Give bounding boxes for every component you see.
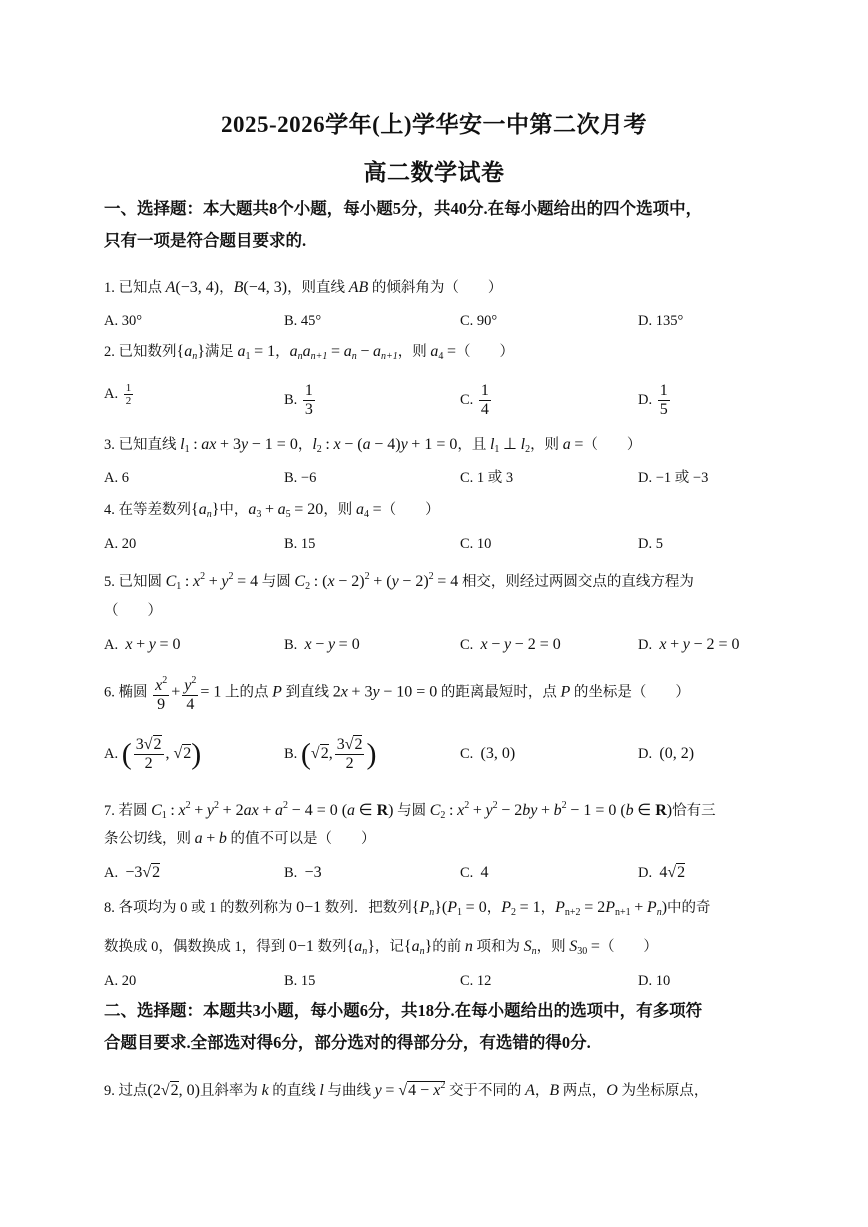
option-d: D. 4√2 [638, 864, 686, 881]
option-b: B. x − y = 0 [284, 636, 360, 653]
option-c: C. 4 [460, 864, 489, 881]
question-2: 2. 已知数列$\{a_n\}$满足 $a_1 = 1$，$a_na_{n+1} = a_n - a_{n+1}$，则 $a_4$ =（ ） [104, 343, 514, 362]
option-b: B. $\frac{1}{3}$ [284, 382, 313, 418]
question-2-options [104, 382, 774, 422]
question-7-cont: 条公切线，则 a + b 的值不可以是（ ） [104, 830, 376, 847]
section-1-line-1: 一、选择题：本大题共8个小题，每小题5分，共40分.在每小题给出的四个选项中， [104, 199, 703, 218]
section-2-line-1: 二、选择题：本题共3小题，每小题6分，共18分.在每小题给出的选项中，有多项符 [104, 1001, 703, 1020]
question-1-options [104, 310, 774, 334]
question-1: 1. 已知点 A(−3, 4)，B(−4, 3)，则直线 AB 的倾斜角为（ ） [104, 279, 503, 296]
option-b: B. 15 [284, 536, 316, 552]
question-3: 3. 已知直线 $l_1$ : ax + 3y − 1 = 0，$l_2$ : x − (a − 4)y + 1 = 0，且 $l_1$ ⊥ $l_2$，则 a =（ ） [104, 436, 642, 455]
option-c: C. 1 或 3 [460, 470, 514, 486]
option-d: D. x + y − 2 = 0 [638, 636, 740, 653]
option-a: A. 20 [104, 536, 137, 552]
option-a: A. −3√2 [104, 864, 161, 881]
question-8-options [104, 970, 774, 994]
option-c: C. 10 [460, 536, 492, 552]
option-c: C. x − y − 2 = 0 [460, 636, 561, 653]
option-d: D. −1 或 −3 [638, 470, 709, 486]
option-d: D. 135° [638, 313, 684, 329]
option-c: C. $\frac{1}{4}$ [460, 382, 489, 418]
question-7-options [104, 862, 774, 886]
option-c: C. (3, 0) [460, 745, 516, 762]
option-d: D. (0, 2) [638, 745, 695, 762]
option-a: A. 6 [104, 470, 129, 486]
option-c: C. 90° [460, 313, 498, 329]
question-3-options [104, 467, 774, 491]
section-1-heading [104, 193, 768, 257]
question-8-cont: 数换成 0，偶数换成 1，得到 0−1 数列$\{a_n\}$，记$\{a_n\}$的前 n 项和为 $S_n$，则 $S_{30}$ =（ ） [104, 938, 658, 957]
question-8: 8. 各项均为 0 或 1 的数列称为 0−1 数列．把数列$\{P_n\}(P_1 = 0$，$P_2 = 1$，$P_{n+2} = 2P_{n+1} + P_n$)中的奇 [104, 899, 711, 918]
exam-title: 2025-2026学年(上)学华安一中第二次月考 [221, 112, 647, 137]
section-1-line-2: 只有一项是符合题目要求的. [104, 231, 307, 250]
exam-subtitle: 高二数学试卷 [363, 160, 505, 185]
question-6: 6. 椭圆 $\frac{x^2}{9}$ + $\frac{y^2}{4}$ = 1 上的点 P 到直线 2x + 3y − 10 = 0 的距离最短时，点 P 的坐标是（ ） [104, 672, 774, 714]
question-9: 9. 过点(2√2, 0)且斜率为 k 的直线 l 与曲线 $y = √4 - x^2$ 交于不同的 A，B 两点，O 为坐标原点， [104, 1080, 709, 1099]
option-d: D. 10 [638, 973, 671, 989]
option-a: A. 20 [104, 973, 137, 989]
section-2-heading [104, 995, 768, 1059]
question-5-cont: （ ） [104, 603, 162, 619]
section-2-line-2: 合题目要求.全部选对得6分，部分选对的得部分分，有选错的得0分. [104, 1033, 591, 1052]
option-a: A. x + y = 0 [104, 636, 181, 653]
option-d: D. 5 [638, 536, 663, 552]
option-b: B. 15 [284, 973, 316, 989]
option-a: A. $\frac{1}{2}$ [104, 382, 132, 407]
question-4-options [104, 533, 774, 557]
option-a: A. ( $\frac{3√2}{2}$ , √2) [104, 736, 202, 773]
option-b: B. 45° [284, 313, 322, 329]
question-7: 7. 若圆 $C_1$ : $x^2 + y^2 + 2ax + a^2 - 4 = 0$ (a ∈ R) 与圆 $C_2$ : $x^2 + y^2 - 2by + b^2 - 1 = 0$ (b ∈ R)恰有三 [104, 800, 716, 821]
option-c: C. 12 [460, 973, 492, 989]
question-5: 5. 已知圆 $C_1$ : $x^2 + y^2 = 4$ 与圆 $C_2$ : $(x - 2)^2 + (y - 2)^2 = 4$ 相交，则经过两圆交点的直线方程为 [104, 571, 694, 592]
option-d: D. $\frac{1}{5}$ [638, 382, 668, 418]
option-b: B. (√2, $\frac{3√2}{2}$ ) [284, 736, 377, 773]
question-4: 4. 在等差数列$\{a_n\}$中，$a_3 + a_5 = 20$，则 $a_4$ =（ ） [104, 501, 440, 520]
question-5-options [104, 634, 774, 658]
option-b: B. −6 [284, 470, 317, 486]
option-a: A. 30° [104, 313, 143, 329]
question-6-options [104, 730, 774, 780]
option-b: B. −3 [284, 864, 322, 881]
